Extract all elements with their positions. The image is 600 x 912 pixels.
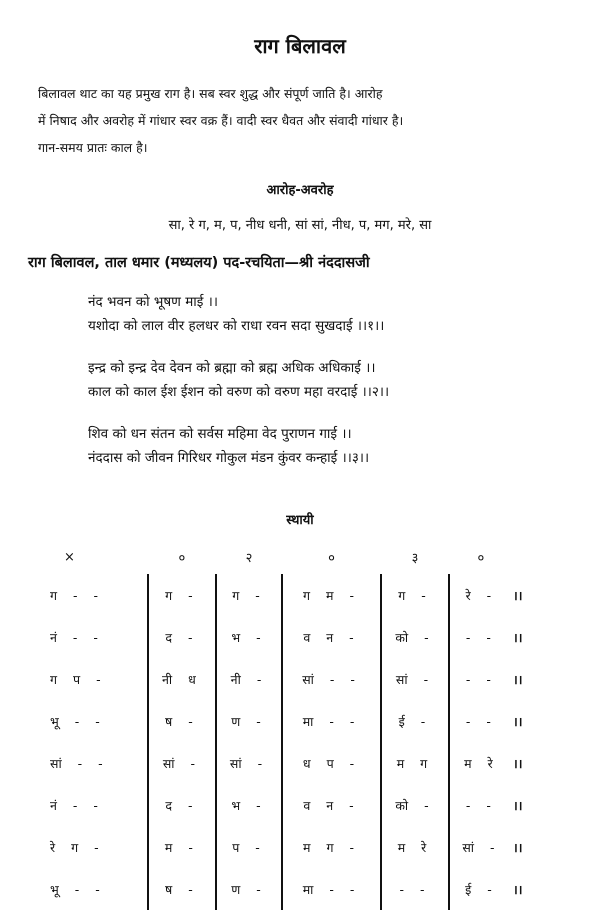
notation-cell: ष - — [148, 868, 216, 910]
taal-mark: ० — [178, 551, 186, 566]
notation-cell: को - — [381, 784, 449, 826]
aaroh-avaroh-scale: सा, रे ग, म, प, नीध धनी, सां सां, नीध, प, मग, मरे, सा — [168, 218, 432, 233]
notation-cell: सां - — [216, 742, 282, 784]
row-end-mark: ।। — [513, 797, 523, 813]
row-end-mark: ।। — [513, 839, 523, 855]
notation-cell: ष - — [148, 700, 216, 742]
notation-cell: म - — [148, 826, 216, 868]
notation-cell: ग प - — [50, 658, 148, 700]
notation-row — [50, 784, 529, 826]
notation-cell: ण - — [216, 700, 282, 742]
notation-cell: सां - - — [50, 742, 148, 784]
notation-cell: को - — [381, 616, 449, 658]
taal-mark: ० — [477, 551, 485, 566]
notation-cell: ण - — [216, 868, 282, 910]
stanza-3 — [88, 422, 369, 470]
notation-cell: म रे — [464, 755, 499, 771]
notation-cell: सां - — [462, 839, 501, 855]
row-end-mark: ।। — [513, 881, 523, 897]
notation-cell: ध प - — [282, 742, 381, 784]
taal-marks-row — [50, 540, 529, 574]
notation-cell: म ग — [381, 742, 449, 784]
notation-cell: ग - — [216, 574, 282, 616]
notation-cell: म रे — [381, 826, 449, 868]
intro-line: गान-समय प्रातः काल है। — [38, 140, 148, 155]
stanza-1 — [88, 290, 384, 338]
notation-row — [50, 574, 529, 616]
notation-cell: नं - - — [50, 616, 148, 658]
stanza-line: नंददास को जीवन गिरिधर गोकुल मंडन कुंवर कन्हाई ।।३।। — [88, 450, 370, 466]
notation-cell: ई - — [381, 700, 449, 742]
taal-mark: ० — [328, 551, 335, 566]
notation-cell: रे ग - — [50, 826, 148, 868]
row-end-mark: ।। — [513, 713, 523, 729]
notation-row — [50, 826, 529, 868]
notation-cell: - - — [465, 797, 497, 813]
notation-cell: प - — [216, 826, 282, 868]
notation-cell: सां - - — [282, 658, 381, 700]
taal-mark: ३ — [411, 551, 419, 566]
notation-row — [50, 616, 529, 658]
notation-cell: भू - - — [50, 868, 148, 910]
stanza-line: शिव को धन संतन को सर्वस महिमा वेद पुराणन गाई ।। — [88, 426, 352, 442]
intro-line: बिलावल थाट का यह प्रमुख राग है। सब स्वर शुद्ध और संपूर्ण जाति है। आरोह — [38, 86, 383, 101]
notation-cell: भ - — [216, 784, 282, 826]
notation-cell: - - — [381, 868, 449, 910]
notation-cell: - - — [465, 629, 497, 645]
notation-cell: ई - — [465, 881, 498, 897]
notation-cell: द - — [148, 784, 216, 826]
notation-cell: व न - — [282, 616, 381, 658]
notation-cell: मा - - — [282, 700, 381, 742]
raag-title: राग बिलावल — [254, 34, 346, 58]
notation-cell: सां - — [148, 742, 216, 784]
sthayi-heading: स्थायी — [286, 513, 314, 528]
notation-table — [50, 540, 530, 910]
notation-cell: नं - - — [50, 784, 148, 826]
notation-cell: ग - — [381, 574, 449, 616]
notation-cell: नी ध — [148, 658, 216, 700]
taal-mark: २ — [245, 551, 253, 566]
stanza-line: इन्द्र को इन्द्र देव देवन को ब्रह्मा को ब्रह्म अधिक अधिकाई ।। — [88, 360, 376, 376]
notation-cell: म ग - — [282, 826, 381, 868]
row-end-mark: ।। — [513, 755, 523, 771]
stanza-line: नंद भवन को भूषण माई ।। — [88, 294, 218, 310]
row-end-mark: ।। — [513, 587, 523, 603]
row-end-mark: ।। — [513, 671, 523, 687]
notation-row — [50, 742, 529, 784]
stanza-line: काल को काल ईश ईशन को वरुण को वरुण महा वरदाई ।।२।। — [88, 384, 390, 400]
notation-cell: - - — [465, 713, 497, 729]
notation-cell: - - — [465, 671, 497, 687]
notation-row — [50, 658, 529, 700]
intro-paragraph — [38, 80, 583, 161]
notation-cell: रे - — [465, 587, 498, 603]
stanza-2 — [88, 356, 389, 404]
notation-cell: भ - — [216, 616, 282, 658]
notation-cell: ग म - — [282, 574, 381, 616]
notation-cell: भू - - — [50, 700, 148, 742]
notation-cell: द - — [148, 616, 216, 658]
notation-row — [50, 700, 529, 742]
notation-body — [50, 540, 529, 910]
intro-line: में निषाद और अवरोह में गांधार स्वर वक्र हैं। वादी स्वर धैवत और संवादी गांधार है। — [38, 113, 404, 128]
aaroh-avaroh-heading: आरोह-अवरोह — [266, 183, 334, 198]
notation-cell: सां - — [381, 658, 449, 700]
notation-row — [50, 868, 529, 910]
taal-mark-spacer — [513, 540, 529, 574]
stanza-line: यशोदा को लाल वीर हलधर को राधा रवन सदा सुखदाई ।।१।। — [88, 318, 385, 334]
notation-cell: नी - — [216, 658, 282, 700]
notation-cell: ग - — [148, 574, 216, 616]
notation-cell: व न - — [282, 784, 381, 826]
notation-cell: ग - - — [50, 574, 148, 616]
taal-mark: × — [64, 549, 75, 565]
composition-heading: राग बिलावल, ताल धमार (मध्यलय) पद-रचयिता—श्री नंददासजी — [28, 255, 370, 271]
row-end-mark: ।। — [513, 629, 523, 645]
notation-cell: मा - - — [282, 868, 381, 910]
